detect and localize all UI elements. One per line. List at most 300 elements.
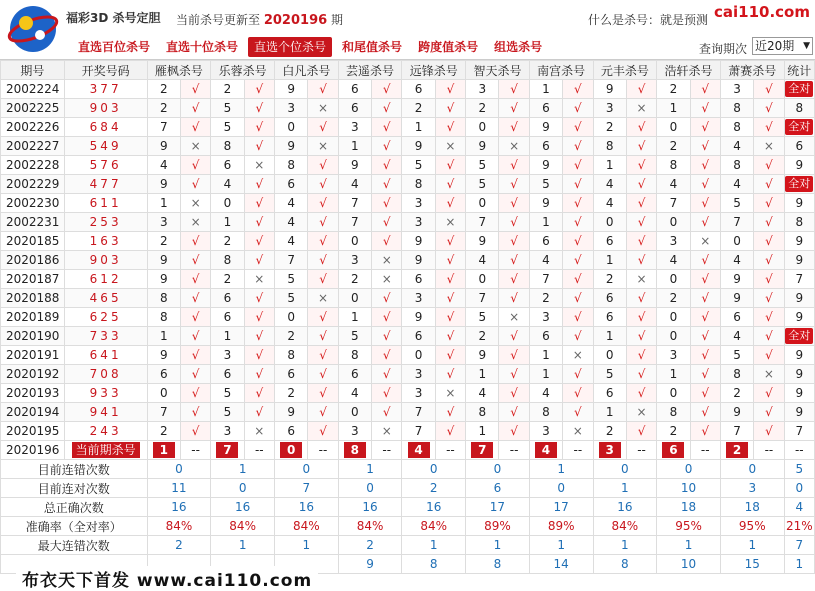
period-cell: 2020192 (1, 365, 65, 384)
kill-number-cell: 8 (147, 308, 180, 327)
check-icon: √ (372, 194, 402, 213)
stats-value: 16 (211, 498, 275, 517)
current-kill-number: 7 (216, 442, 238, 458)
kill-number-table (0, 60, 815, 574)
table-row (1, 213, 815, 232)
kill-number-cell: 0 (274, 308, 307, 327)
kill-number-cell: 2 (657, 137, 690, 156)
check-icon: √ (563, 365, 593, 384)
kill-number-cell: 4 (338, 384, 371, 403)
update-suffix: 期 (331, 13, 344, 27)
kill-number-cell: 6 (274, 365, 307, 384)
check-icon: √ (563, 308, 593, 327)
all-correct-badge: 全对 (785, 328, 813, 344)
cross-icon: × (626, 99, 656, 118)
kill-number-cell: 5 (211, 118, 244, 137)
stats-value: 84% (593, 517, 657, 536)
kill-number-cell: 6 (338, 80, 371, 99)
current-kill-cell (402, 441, 435, 460)
check-icon: √ (372, 403, 402, 422)
stats-value: 1 (657, 536, 721, 555)
kill-number-cell: 9 (720, 270, 753, 289)
check-icon: √ (244, 175, 274, 194)
stats-value: 16 (338, 498, 402, 517)
kill-number-cell: 0 (466, 270, 499, 289)
kill-number-cell: 1 (466, 365, 499, 384)
check-icon: √ (499, 403, 529, 422)
kill-number-cell: 6 (402, 80, 435, 99)
period-cell: 2020193 (1, 384, 65, 403)
check-icon: √ (499, 346, 529, 365)
kill-number-cell: 5 (211, 403, 244, 422)
kill-number-cell: 9 (402, 232, 435, 251)
check-icon: √ (308, 384, 338, 403)
stats-value: 2 (147, 536, 211, 555)
check-icon: √ (754, 308, 784, 327)
kill-number-cell: 3 (402, 365, 435, 384)
check-icon: √ (690, 327, 720, 346)
stats-value: 89% (529, 517, 593, 536)
logo-icon (6, 3, 60, 55)
check-icon: √ (244, 327, 274, 346)
check-icon: √ (499, 251, 529, 270)
check-icon: √ (372, 232, 402, 251)
check-icon: √ (626, 156, 656, 175)
check-icon: √ (563, 137, 593, 156)
stats-label: 总正确次数 (1, 498, 148, 517)
kill-number-cell: 3 (402, 384, 435, 403)
stats-value: 1 (593, 479, 657, 498)
kill-number-cell: 4 (274, 213, 307, 232)
kill-number-cell: 0 (466, 194, 499, 213)
kill-number-cell: 1 (529, 80, 562, 99)
kill-number-cell: 6 (274, 422, 307, 441)
kill-number-cell: 7 (466, 289, 499, 308)
stat-cell: 9 (784, 156, 814, 175)
check-icon: √ (180, 289, 210, 308)
check-icon: √ (244, 403, 274, 422)
kill-number-cell: 0 (274, 118, 307, 137)
kill-number-cell: 1 (529, 346, 562, 365)
check-icon: √ (372, 118, 402, 137)
tab-5[interactable]: 组选杀号 (494, 40, 543, 54)
cross-icon: × (180, 194, 210, 213)
period-cell: 2002228 (1, 156, 65, 175)
check-icon: √ (754, 99, 784, 118)
check-icon: √ (690, 175, 720, 194)
stats-value: 1 (211, 536, 275, 555)
check-icon: √ (563, 175, 593, 194)
period-cell: 2002227 (1, 137, 65, 156)
check-icon: √ (626, 327, 656, 346)
kill-number-cell: 6 (211, 365, 244, 384)
check-icon: √ (499, 156, 529, 175)
kill-number-cell: 3 (402, 213, 435, 232)
stats-value: 0 (529, 479, 593, 498)
stats-row (1, 498, 815, 517)
check-icon: √ (754, 270, 784, 289)
stat-cell: 9 (784, 289, 814, 308)
kill-number-cell: 0 (593, 346, 626, 365)
kill-number-cell: 1 (338, 137, 371, 156)
check-icon: √ (308, 403, 338, 422)
table-row (1, 251, 815, 270)
kill-number-cell: 7 (720, 422, 753, 441)
check-icon: √ (754, 384, 784, 403)
stat-cell: 9 (784, 232, 814, 251)
kill-number-cell: 4 (657, 251, 690, 270)
check-icon: √ (435, 251, 465, 270)
kill-number-cell: 2 (211, 80, 244, 99)
check-icon: √ (372, 346, 402, 365)
kill-number-cell: 2 (720, 384, 753, 403)
kill-number-cell: 9 (147, 251, 180, 270)
stats-row (1, 517, 815, 536)
current-kill-number: 0 (280, 442, 302, 458)
check-icon: √ (180, 365, 210, 384)
blank-cell: -- (563, 441, 593, 460)
check-icon: √ (499, 175, 529, 194)
check-icon: √ (244, 137, 274, 156)
check-icon: √ (499, 289, 529, 308)
check-icon: √ (372, 137, 402, 156)
kill-number-cell: 3 (338, 422, 371, 441)
kill-number-cell: 9 (466, 232, 499, 251)
stats-value: 0 (147, 460, 211, 479)
check-icon: √ (754, 251, 784, 270)
stats-value: 0 (338, 479, 402, 498)
check-icon: √ (499, 194, 529, 213)
check-icon: √ (372, 308, 402, 327)
kill-number-cell: 8 (529, 403, 562, 422)
kill-number-cell: 1 (147, 327, 180, 346)
check-icon: √ (244, 194, 274, 213)
kill-number-cell: 2 (593, 270, 626, 289)
cross-icon: × (308, 99, 338, 118)
check-icon: √ (244, 289, 274, 308)
kill-number-cell: 9 (529, 118, 562, 137)
check-icon: √ (626, 137, 656, 156)
check-icon: √ (435, 99, 465, 118)
kill-number-cell: 2 (657, 289, 690, 308)
kill-number-cell: 5 (466, 308, 499, 327)
kill-number-cell: 6 (211, 308, 244, 327)
check-icon: √ (244, 213, 274, 232)
cross-icon: × (435, 137, 465, 156)
kill-number-cell: 8 (211, 251, 244, 270)
check-icon: √ (372, 99, 402, 118)
check-icon: √ (690, 137, 720, 156)
column-header: 南宫杀号 (529, 61, 593, 80)
period-cell: 2020194 (1, 403, 65, 422)
kill-number-cell: 1 (657, 99, 690, 118)
kill-number-cell: 8 (211, 137, 244, 156)
stat-cell: 9 (784, 308, 814, 327)
kill-number-cell: 4 (466, 384, 499, 403)
check-icon: √ (435, 403, 465, 422)
kill-number-cell: 1 (466, 422, 499, 441)
kill-number-cell: 9 (147, 175, 180, 194)
period-cell: 2020196 (1, 441, 65, 460)
stat-cell (784, 327, 814, 346)
app-title: 福彩3D 杀号定胆 (66, 11, 161, 25)
kill-number-cell: 6 (529, 232, 562, 251)
stat-cell: 9 (784, 365, 814, 384)
kill-number-cell: 9 (529, 156, 562, 175)
kill-number-cell: 2 (466, 327, 499, 346)
check-icon: √ (499, 422, 529, 441)
stats-value: 0 (402, 460, 466, 479)
stats-value: 14 (529, 555, 593, 574)
draw-number-cell: 477 (64, 175, 147, 194)
draw-number-cell: 243 (64, 422, 147, 441)
tab-2[interactable]: 直选个位杀号 (248, 37, 332, 57)
check-icon: √ (690, 346, 720, 365)
draw-number-cell: 903 (64, 251, 147, 270)
check-icon: √ (435, 346, 465, 365)
check-icon: √ (372, 384, 402, 403)
current-kill-number: 2 (726, 442, 748, 458)
check-icon: √ (626, 232, 656, 251)
check-icon: √ (308, 118, 338, 137)
check-icon: √ (690, 270, 720, 289)
stats-value: 1 (720, 536, 784, 555)
kill-number-cell: 4 (147, 156, 180, 175)
kill-number-cell: 6 (338, 365, 371, 384)
draw-number-cell: 163 (64, 232, 147, 251)
kill-number-cell: 9 (338, 156, 371, 175)
table-row (1, 346, 815, 365)
stats-value: 17 (466, 498, 530, 517)
stats-value: 2 (402, 479, 466, 498)
kill-number-cell: 8 (593, 137, 626, 156)
kill-number-cell: 3 (593, 99, 626, 118)
kill-number-cell: 8 (402, 175, 435, 194)
check-icon: √ (563, 213, 593, 232)
check-icon: √ (499, 365, 529, 384)
check-icon: √ (180, 232, 210, 251)
table-row (1, 156, 815, 175)
check-icon: √ (180, 80, 210, 99)
tab-0[interactable]: 直选百位杀号 (78, 40, 151, 54)
what-is-kill-link[interactable]: 什么是杀号：就是预测 (588, 13, 709, 27)
stat-cell: 9 (784, 251, 814, 270)
kill-number-cell: 5 (466, 175, 499, 194)
kill-number-cell: 9 (274, 403, 307, 422)
check-icon: √ (626, 213, 656, 232)
kill-number-cell: 6 (529, 137, 562, 156)
stat-cell (784, 80, 814, 99)
kill-number-cell: 0 (338, 232, 371, 251)
draw-number-cell: 933 (64, 384, 147, 403)
kill-number-cell: 6 (402, 327, 435, 346)
all-correct-badge: 全对 (785, 176, 813, 192)
column-header: 芸遥杀号 (338, 61, 402, 80)
cross-icon: × (690, 232, 720, 251)
current-kill-number: 6 (662, 442, 684, 458)
kill-number-cell: 8 (274, 346, 307, 365)
stat-cell (784, 175, 814, 194)
kill-number-cell: 2 (274, 327, 307, 346)
current-kill-cell (529, 441, 562, 460)
check-icon: √ (308, 346, 338, 365)
stats-value: 0 (593, 460, 657, 479)
check-icon: √ (180, 251, 210, 270)
tab-4[interactable]: 跨度值杀号 (418, 40, 479, 54)
check-icon: √ (563, 194, 593, 213)
check-icon: √ (690, 289, 720, 308)
kill-number-cell: 8 (338, 346, 371, 365)
check-icon: √ (308, 213, 338, 232)
check-icon: √ (308, 422, 338, 441)
update-issue: 2020196 (263, 13, 328, 28)
draw-number-cell: 641 (64, 346, 147, 365)
check-icon: √ (308, 365, 338, 384)
column-header: 萧赛杀号 (720, 61, 784, 80)
kill-number-cell: 7 (720, 213, 753, 232)
table-row (1, 175, 815, 194)
table-row (1, 99, 815, 118)
period-cell: 2020188 (1, 289, 65, 308)
kill-number-cell: 4 (720, 175, 753, 194)
current-kill-number: 1 (153, 442, 175, 458)
kill-number-cell: 4 (529, 251, 562, 270)
kill-number-cell: 2 (529, 289, 562, 308)
period-cell: 2002226 (1, 118, 65, 137)
kill-number-cell: 3 (529, 422, 562, 441)
check-icon: √ (690, 99, 720, 118)
check-icon: √ (754, 213, 784, 232)
tab-1[interactable]: 直选十位杀号 (166, 40, 239, 54)
kill-number-cell: 4 (274, 232, 307, 251)
stat-cell: 6 (784, 137, 814, 156)
stats-value: 8 (402, 555, 466, 574)
check-icon: √ (499, 270, 529, 289)
kill-number-cell: 9 (466, 346, 499, 365)
check-icon: √ (372, 327, 402, 346)
check-icon: √ (626, 118, 656, 137)
kill-number-cell: 1 (338, 308, 371, 327)
kill-number-cell: 7 (274, 251, 307, 270)
kill-number-cell: 9 (274, 137, 307, 156)
current-kill-cell (274, 441, 307, 460)
check-icon: √ (754, 403, 784, 422)
stat-cell: 7 (784, 270, 814, 289)
blank-cell: -- (435, 441, 465, 460)
check-icon: √ (244, 251, 274, 270)
check-icon: √ (435, 308, 465, 327)
cross-icon: × (499, 137, 529, 156)
stats-value: 95% (720, 517, 784, 536)
check-icon: √ (180, 384, 210, 403)
check-icon: √ (435, 194, 465, 213)
draw-number-cell: 941 (64, 403, 147, 422)
kill-number-cell: 3 (720, 80, 753, 99)
kill-number-cell: 8 (720, 365, 753, 384)
draw-number-cell: 576 (64, 156, 147, 175)
kill-number-cell: 0 (338, 289, 371, 308)
check-icon: √ (180, 327, 210, 346)
table-row (1, 80, 815, 99)
kill-number-cell: 4 (720, 137, 753, 156)
check-icon: √ (626, 289, 656, 308)
stats-value: 1 (211, 460, 275, 479)
check-icon: √ (435, 365, 465, 384)
check-icon: √ (563, 118, 593, 137)
check-icon: √ (435, 156, 465, 175)
check-icon: √ (244, 384, 274, 403)
kill-number-cell: 7 (657, 194, 690, 213)
kill-number-cell: 9 (147, 346, 180, 365)
check-icon: √ (563, 270, 593, 289)
stats-value: 84% (274, 517, 338, 536)
column-header: 雁枫杀号 (147, 61, 211, 80)
column-header: 远锋杀号 (402, 61, 466, 80)
kill-number-cell: 4 (338, 175, 371, 194)
kill-number-cell: 3 (466, 80, 499, 99)
kill-number-cell: 9 (402, 308, 435, 327)
check-icon: √ (690, 384, 720, 403)
kill-number-cell: 6 (529, 327, 562, 346)
stats-value: 84% (211, 517, 275, 536)
kill-number-cell: 1 (593, 251, 626, 270)
stat-cell (784, 118, 814, 137)
stats-value: 89% (466, 517, 530, 536)
period-select[interactable] (752, 37, 813, 55)
cross-icon: × (244, 422, 274, 441)
kill-number-cell: 8 (720, 99, 753, 118)
column-header: 白凡杀号 (274, 61, 338, 80)
check-icon: √ (372, 213, 402, 232)
stats-value: 0 (657, 460, 721, 479)
kill-number-cell: 6 (593, 289, 626, 308)
check-icon: √ (626, 384, 656, 403)
check-icon: √ (754, 80, 784, 99)
table-row (1, 422, 815, 441)
stats-value: 84% (147, 517, 211, 536)
check-icon: √ (372, 365, 402, 384)
kill-number-cell: 2 (147, 99, 180, 118)
cross-icon: × (563, 422, 593, 441)
stats-row (1, 536, 815, 555)
kill-number-cell: 0 (657, 308, 690, 327)
kill-number-cell: 6 (593, 308, 626, 327)
check-icon: √ (563, 99, 593, 118)
kill-number-cell: 1 (147, 194, 180, 213)
blank-cell: -- (372, 441, 402, 460)
period-cell: 2002225 (1, 99, 65, 118)
stats-value: 15 (720, 555, 784, 574)
kill-number-cell: 9 (402, 137, 435, 156)
kill-number-cell: 0 (402, 346, 435, 365)
kill-number-cell: 2 (593, 422, 626, 441)
column-header: 智天杀号 (466, 61, 530, 80)
tab-bar (72, 37, 552, 57)
all-correct-badge: 全对 (785, 81, 813, 97)
kill-number-cell: 0 (657, 327, 690, 346)
stats-value: 1 (466, 536, 530, 555)
check-icon: √ (690, 213, 720, 232)
cross-icon: × (754, 137, 784, 156)
check-icon: √ (563, 384, 593, 403)
period-cell: 2002229 (1, 175, 65, 194)
check-icon: √ (563, 156, 593, 175)
kill-number-cell: 8 (274, 156, 307, 175)
check-icon: √ (372, 289, 402, 308)
tab-3[interactable]: 和尾值杀号 (342, 40, 403, 54)
check-icon: √ (308, 156, 338, 175)
kill-number-cell: 5 (211, 384, 244, 403)
